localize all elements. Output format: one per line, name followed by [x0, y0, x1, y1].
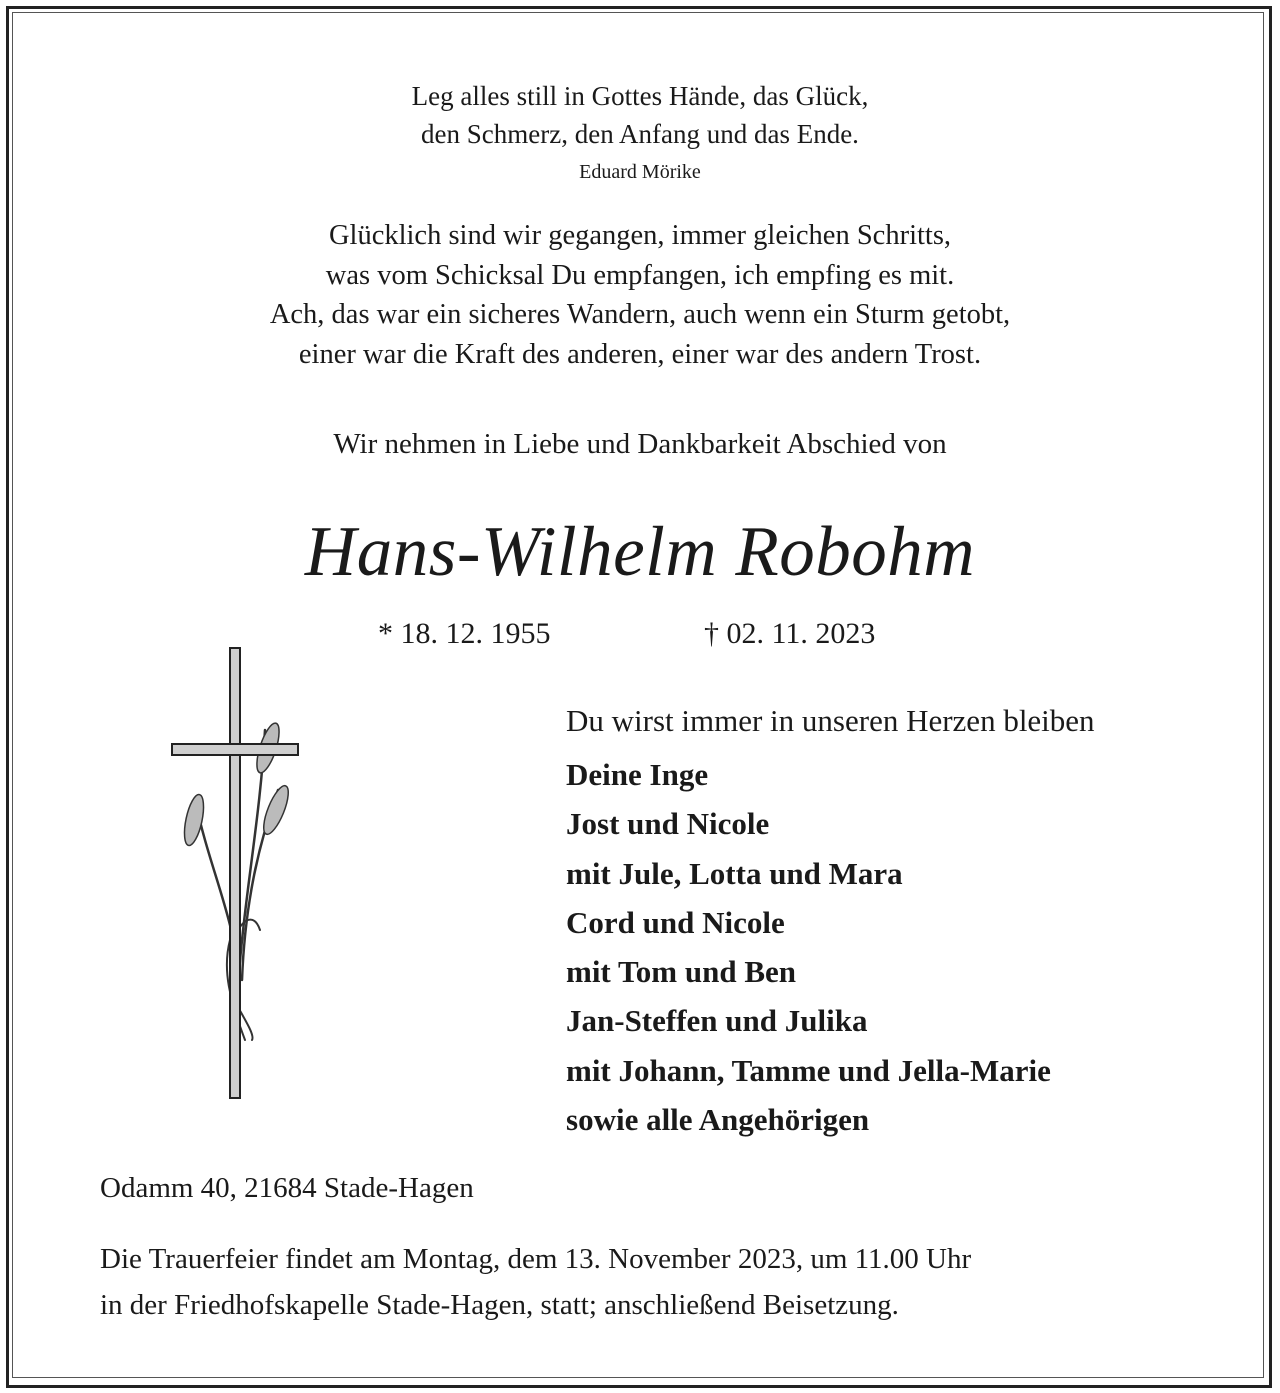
mourner-name: Deine Inge: [566, 757, 709, 792]
death-date: † 02. 11. 2023: [704, 617, 876, 650]
deceased-name: Hans-Wilhelm Robohm: [304, 513, 976, 591]
quote-line: Leg alles still in Gottes Hände, das Glück,: [411, 81, 869, 111]
poem-line: Ach, das war ein sicheres Wandern, auch wenn ein Sturm getobt,: [269, 299, 1011, 330]
poem-line: einer war die Kraft des anderen, einer war des andern Trost.: [298, 338, 982, 370]
poem-line: was vom Schicksal Du empfangen, ich empfing es mit.: [325, 259, 955, 291]
mourner-name: mit Jule, Lotta und Mara: [566, 855, 903, 891]
mourners-block: [566, 700, 1095, 1144]
cross-with-wheat-icon: [150, 640, 310, 1110]
mourner-name: mit Johann, Tamme und Jella-Marie: [566, 1052, 1051, 1088]
mourner-name: Jost und Nicole: [566, 806, 770, 842]
mourner-name: Cord und Nicole: [566, 904, 785, 940]
mourners-subtitle: Du wirst immer in unseren Herzen bleiben: [566, 703, 1095, 738]
mourner-name: Jan-Steffen und Julika: [566, 1003, 868, 1039]
service-line: Die Trauerfeier findet am Montag, dem 13. November 2023, um 11.00 Uhr: [100, 1243, 972, 1275]
opening-quote: [0, 77, 1280, 153]
quote-author: Eduard Mörike: [579, 161, 701, 183]
mourner-name: sowie alle Angehörigen: [566, 1102, 870, 1138]
quote-line: den Schmerz, den Anfang und das Ende.: [421, 119, 859, 149]
farewell-intro: Wir nehmen in Liebe und Dankbarkeit Abschied von: [333, 428, 947, 460]
birth-date: * 18. 12. 1955: [378, 617, 551, 650]
family-address: Odamm 40, 21684 Stade-Hagen: [100, 1172, 474, 1204]
poem: [0, 216, 1280, 374]
service-line: in der Friedhofskapelle Stade-Hagen, statt; anschließend Beisetzung.: [100, 1289, 899, 1321]
funeral-service-info: [100, 1236, 971, 1328]
mourner-name: mit Tom und Ben: [566, 954, 797, 990]
poem-line: Glücklich sind wir gegangen, immer gleichen Schritts,: [328, 220, 952, 251]
